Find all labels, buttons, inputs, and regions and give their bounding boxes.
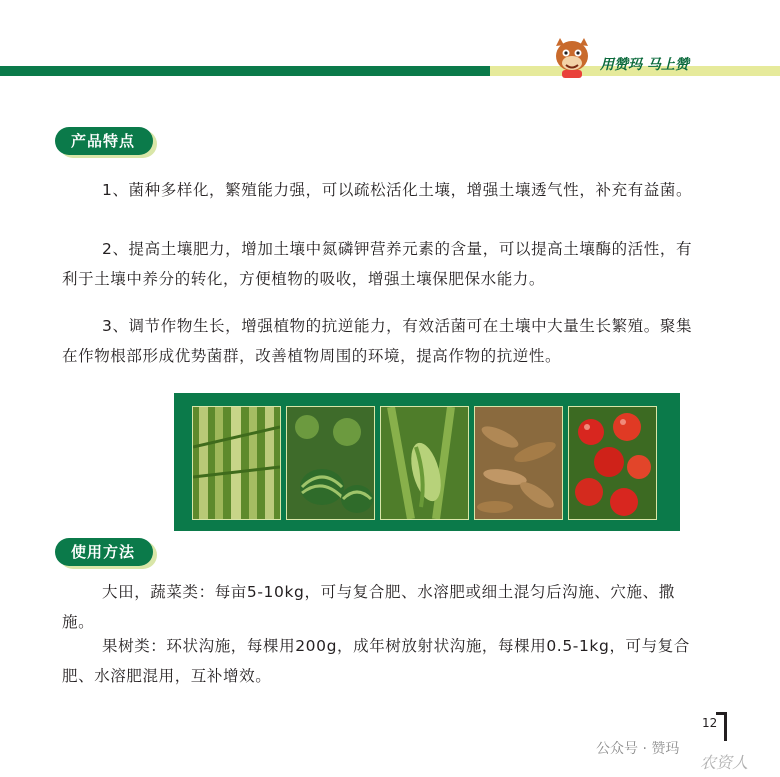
section-title-features: 产品特点 <box>55 127 153 155</box>
watermelon-photo <box>286 406 375 520</box>
slogan: 用赞玛 马上赞 <box>600 57 689 73</box>
crop-photo-strip <box>174 393 680 531</box>
header-bar-dark <box>0 66 490 76</box>
page-corner-mark <box>716 712 727 741</box>
tomato-photo <box>568 406 657 520</box>
features-paragraph-1: 1、菌种多样化，繁殖能力强，可以疏松活化土壤，增强土壤透气性，补充有益菌。 <box>102 181 693 199</box>
page-number: 12 <box>702 716 718 730</box>
mascot-icon <box>550 36 594 78</box>
corn-photo <box>380 406 469 520</box>
tuber-photo <box>474 406 563 520</box>
watermark-2: 农资人 <box>700 753 749 772</box>
usage-paragraph-field: 大田，蔬菜类：每亩5-10kg，可与复合肥、水溶肥或细土混匀后沟施、穴施、撒施。 <box>62 583 675 631</box>
sugarcane-photo <box>192 406 281 520</box>
features-paragraph-2: 2、提高土壤肥力，增加土壤中氮磷钾营养元素的含量，可以提高土壤酶的活性，有利于土壤中养分的转化，方便植物的吸收，增强土壤保肥保水能力。 <box>62 240 693 288</box>
section-title-usage: 使用方法 <box>55 538 153 566</box>
watermark: 公众号 · 赞玛 <box>596 741 680 757</box>
usage-paragraph-orchard: 果树类：环状沟施，每棵用200g，成年树放射状沟施，每棵用0.5-1kg，可与复合肥、水溶肥混用，互补增效。 <box>62 637 690 685</box>
features-paragraph-3: 3、调节作物生长，增强植物的抗逆能力，有效活菌可在土壤中大量生长繁殖。聚集在作物根部形成优势菌群，改善植物周围的环境，提高作物的抗逆性。 <box>62 317 693 365</box>
